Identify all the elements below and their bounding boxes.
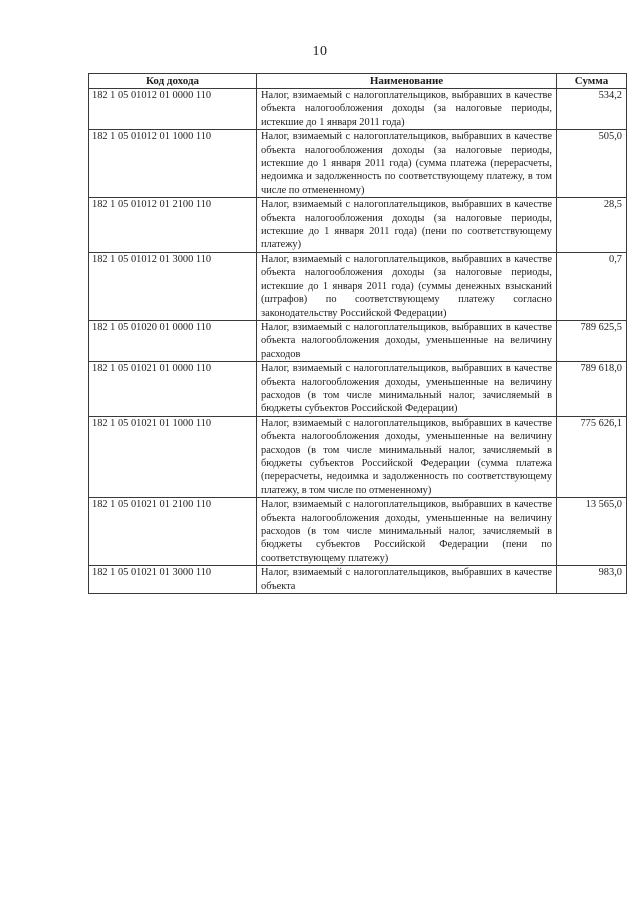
income-name: Налог, взимаемый с налогоплательщиков, выбравших в качестве объекта налогообложения доходы (за налоговые периоды, истекшие до 1 января 2011 года) (сумма платежа (перерасчеты, недоимка и задолженность по соответствующему платежу, в том числе по отмененному): [257, 130, 557, 198]
income-name: Налог, взимаемый с налогоплательщиков, выбравших в качестве объекта: [257, 566, 557, 594]
income-sum: 534,2: [557, 89, 627, 130]
table-row: [89, 89, 627, 130]
income-code: 182 1 05 01012 01 2100 110: [89, 198, 257, 253]
income-code: 182 1 05 01012 01 0000 110: [89, 89, 257, 130]
income-name: Налог, взимаемый с налогоплательщиков, выбравших в качестве объекта налогообложения доходы (за налоговые периоды, истекшие до 1 января 2011 года): [257, 89, 557, 130]
income-name: Налог, взимаемый с налогоплательщиков, выбравших в качестве объекта налогообложения доходы, уменьшенные на величину расходов (в том числе минимальный налог, зачисляемый в бюджеты субъектов Российской Федерации (пени по соответствующему платежу): [257, 498, 557, 566]
income-sum: 505,0: [557, 130, 627, 198]
income-name: Налог, взимаемый с налогоплательщиков, выбравших в качестве объекта налогообложения доходы, уменьшенные на величину расходов (в том числе минимальный налог, зачисляемый в бюджеты субъектов Российской Федерации (сумма платежа (перерасчеты, недоимка и задолженность по соответствующему платежу, в том числе по отмененному): [257, 416, 557, 497]
income-code: 182 1 05 01021 01 1000 110: [89, 416, 257, 497]
income-name: Налог, взимаемый с налогоплательщиков, выбравших в качестве объекта налогообложения доходы, уменьшенные на величину расходов (в том числе минимальный налог, зачисляемый в бюджеты субъектов Российской Федерации): [257, 362, 557, 417]
income-sum: 789 625,5: [557, 320, 627, 361]
income-code: 182 1 05 01021 01 3000 110: [89, 566, 257, 594]
table-row: [89, 416, 627, 497]
header-code: Код дохода: [89, 74, 257, 89]
income-sum: 28,5: [557, 198, 627, 253]
income-code: 182 1 05 01012 01 1000 110: [89, 130, 257, 198]
income-name: Налог, взимаемый с налогоплательщиков, выбравших в качестве объекта налогообложения доходы, уменьшенные на величину расходов: [257, 320, 557, 361]
header-sum: Сумма: [557, 74, 627, 89]
header-name: Наименование: [257, 74, 557, 89]
income-sum: 983,0: [557, 566, 627, 594]
table-row: [89, 252, 627, 320]
table-row: [89, 320, 627, 361]
table-header-row: [89, 74, 627, 89]
table-row: [89, 130, 627, 198]
table-row: [89, 198, 627, 253]
income-sum: 13 565,0: [557, 498, 627, 566]
table-row: [89, 566, 627, 594]
income-code: 182 1 05 01021 01 2100 110: [89, 498, 257, 566]
income-name: Налог, взимаемый с налогоплательщиков, выбравших в качестве объекта налогообложения доходы (за налоговые периоды, истекшие до 1 января 2011 года) (пени по соответствующему платежу): [257, 198, 557, 253]
income-sum: 0,7: [557, 252, 627, 320]
income-code: 182 1 05 01020 01 0000 110: [89, 320, 257, 361]
income-name: Налог, взимаемый с налогоплательщиков, выбравших в качестве объекта налогообложения доходы (за налоговые периоды, истекшие до 1 января 2011 года) (суммы денежных взысканий (штрафов) по соответствующему платежу согласно законодательству Российской Федерации): [257, 252, 557, 320]
page-number: 10: [312, 44, 328, 59]
income-sum: 789 618,0: [557, 362, 627, 417]
income-sum: 775 626,1: [557, 416, 627, 497]
income-code: 182 1 05 01012 01 3000 110: [89, 252, 257, 320]
table-row: [89, 362, 627, 417]
table-row: [89, 498, 627, 566]
income-code: 182 1 05 01021 01 0000 110: [89, 362, 257, 417]
revenue-table: [88, 73, 627, 594]
